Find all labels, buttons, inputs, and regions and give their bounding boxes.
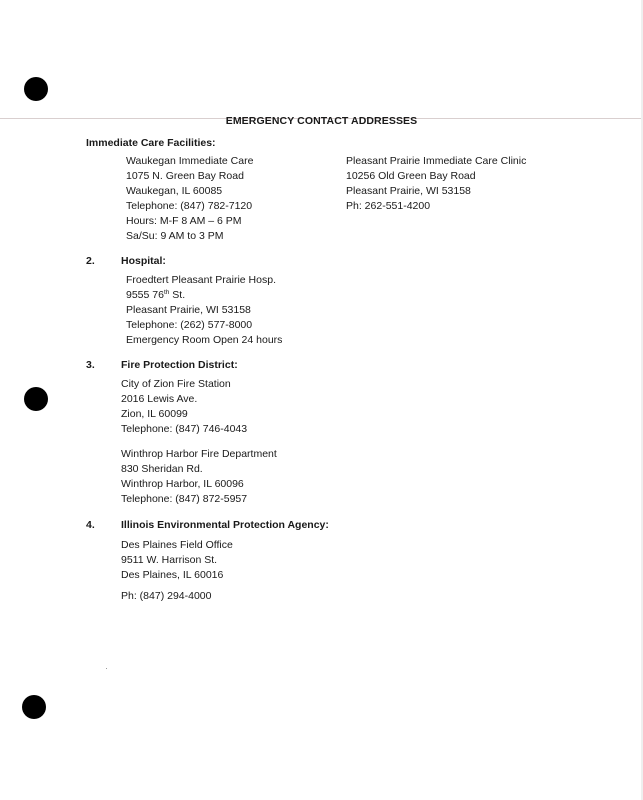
facility-city: Pleasant Prairie, WI 53158 xyxy=(346,185,471,197)
pleasant-prairie-care-block xyxy=(346,154,526,214)
epa-office-block xyxy=(121,538,233,604)
immediate-care-heading: Immediate Care Facilities: xyxy=(86,137,216,149)
scan-speck xyxy=(106,668,107,669)
section-number: 2. xyxy=(86,255,95,267)
facility-weekend-hours: Sa/Su: 9 AM to 3 PM xyxy=(126,230,224,242)
street-name: St. xyxy=(169,289,186,301)
office-address: 9511 W. Harrison St. xyxy=(121,554,218,566)
facility-name: Pleasant Prairie Immediate Care Clinic xyxy=(346,155,527,167)
hospital-heading: Hospital: xyxy=(121,255,166,267)
winthrop-harbor-fire-block xyxy=(121,447,277,507)
hospital-city: Pleasant Prairie, WI 53158 xyxy=(126,304,251,316)
station-city: Zion, IL 60099 xyxy=(121,408,188,420)
street-number: 9555 76 xyxy=(126,289,164,301)
facility-phone: Ph: 262-551-4200 xyxy=(346,200,431,212)
office-city: Des Plaines, IL 60016 xyxy=(121,569,224,581)
station-city: Winthrop Harbor, IL 60096 xyxy=(121,478,244,490)
epa-heading: Illinois Environmental Protection Agency: xyxy=(121,519,329,531)
punch-hole xyxy=(24,77,48,101)
facility-address: 10256 Old Green Bay Road xyxy=(346,170,476,182)
station-address: 2016 Lewis Ave. xyxy=(121,393,198,405)
station-name: City of Zion Fire Station xyxy=(121,378,231,390)
zion-fire-station-block xyxy=(121,377,247,437)
station-name: Winthrop Harbor Fire Department xyxy=(121,448,277,460)
station-phone: Telephone: (847) 872-5957 xyxy=(121,493,248,505)
section-number: 4. xyxy=(86,519,95,531)
facility-address: 1075 N. Green Bay Road xyxy=(126,170,244,182)
hospital-note: Emergency Room Open 24 hours xyxy=(126,334,283,346)
hospital-name: Froedtert Pleasant Prairie Hosp. xyxy=(126,274,276,286)
section-number: 3. xyxy=(86,359,95,371)
punch-hole xyxy=(22,695,46,719)
office-phone: Ph: (847) 294-4000 xyxy=(121,590,212,602)
ordinal-suffix: th xyxy=(163,289,170,296)
hospital-address xyxy=(126,288,282,303)
station-address: 830 Sheridan Rd. xyxy=(121,463,203,475)
facility-phone: Telephone: (847) 782-7120 xyxy=(126,200,253,212)
page-title: EMERGENCY CONTACT ADDRESSES xyxy=(225,115,418,127)
punch-hole xyxy=(24,387,48,411)
facility-name: Waukegan Immediate Care xyxy=(126,155,254,167)
facility-hours: Hours: M-F 8 AM – 6 PM xyxy=(126,215,242,227)
hospital-phone: Telephone: (262) 577-8000 xyxy=(126,319,253,331)
fire-heading: Fire Protection District: xyxy=(121,359,238,371)
facility-city: Waukegan, IL 60085 xyxy=(126,185,223,197)
station-phone: Telephone: (847) 746-4043 xyxy=(121,423,248,435)
waukegan-immediate-care-block xyxy=(126,154,253,244)
office-name: Des Plaines Field Office xyxy=(121,539,233,551)
hospital-block xyxy=(126,273,282,348)
